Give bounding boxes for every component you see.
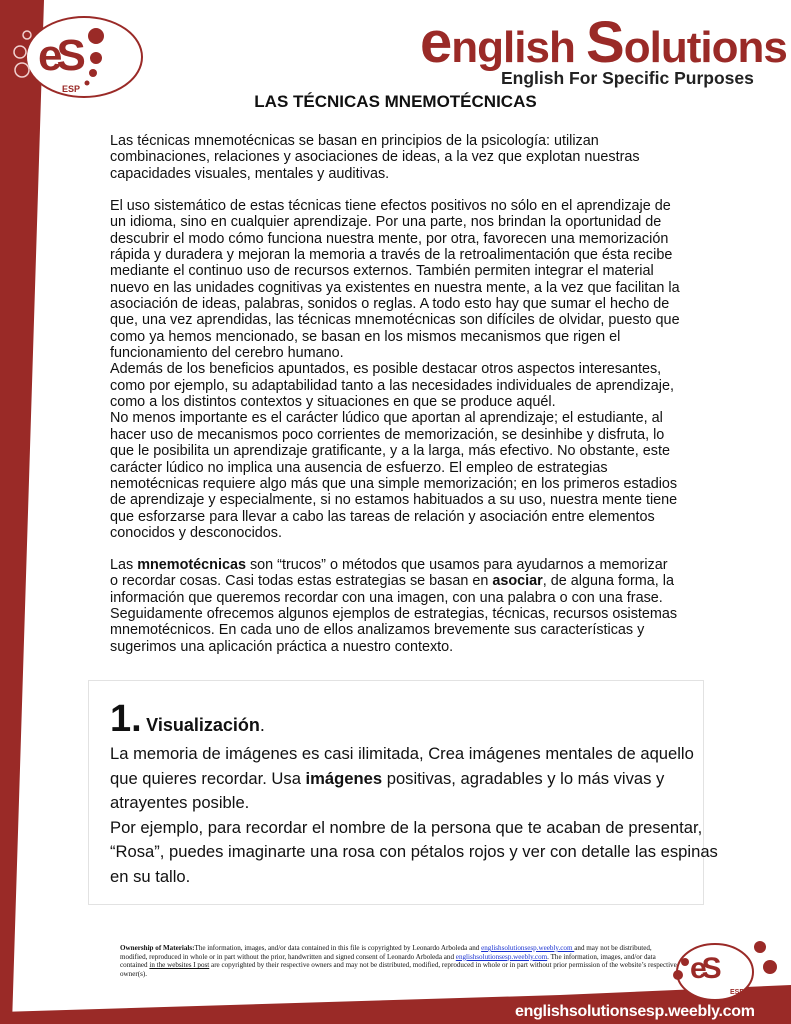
text-line: Seguidamente ofrecemos algunos ejemplos de estrategias, técnicas, recursos osistemas xyxy=(110,606,678,623)
text-line xyxy=(110,767,718,792)
brand-s: S xyxy=(586,10,624,75)
section-title-dot: . xyxy=(259,715,265,735)
text-line: como a los distintos contextos y situaciones en que se produce aquél. xyxy=(110,394,556,411)
section-heading xyxy=(110,700,265,738)
text-line: mediante el continuo uso de recursos externos. También permiten integrar el material xyxy=(110,263,654,280)
text-line: información que queremos recordar con una imagen, con una palabra o con una frase. xyxy=(110,589,663,606)
text-line: en su tallo. xyxy=(110,866,191,886)
text-line: No menos importante es el carácter lúdico que aportan al aprendizaje; el estudiante, al xyxy=(110,410,663,427)
svg-text:eS: eS xyxy=(690,952,717,985)
text-segment: , de alguna forma, la xyxy=(542,573,674,590)
text-line: La memoria de imágenes es casi ilimitada, Crea imágenes mentales de aquello xyxy=(110,744,694,763)
text-line: El uso sistemático de estas técnicas tiene efectos positivos no sólo en el aprendizaje de xyxy=(110,198,671,214)
text-segment: positivas, agradables y lo más vivas y xyxy=(382,768,665,788)
text-segment: o recordar cosas. Casi todas estas estrategias se basan en xyxy=(110,573,493,590)
notice-text: and may not be distributed, modified, reproduced in whole or in part without the prior, handwritten and signed consent of Leonardo Arboleda and xyxy=(120,944,652,961)
paragraph-mnemonics xyxy=(110,557,700,655)
text-line: funcionamiento del cerebro humano. xyxy=(110,345,344,362)
notice-text: The information, images, and/or data contained in this file is copyrighted by Leonardo Arboleda and xyxy=(194,944,482,952)
bold-text: asociar xyxy=(492,573,543,590)
text-line: hacer uso de mecanismos poco corrientes de memorización, se desinhibe y disfruta, lo xyxy=(110,426,665,443)
ownership-label: Ownership of Materials: xyxy=(120,944,195,952)
section-number: 1. xyxy=(110,698,142,740)
brand-e: e xyxy=(420,10,452,75)
text-line: Las técnicas mnemotécnicas se basan en principios de la psicología: utilizan xyxy=(110,133,599,149)
text-line xyxy=(110,573,700,589)
text-line: conocidos y desconocidos. xyxy=(110,524,282,541)
text-line: Por ejemplo, para recordar el nombre de la persona que te acaban de presentar, xyxy=(110,817,703,837)
text-line xyxy=(110,557,700,573)
notice-underlined: in the websites I post xyxy=(149,961,210,970)
text-line: “Rosa”, puedes imaginarte una rosa con pétalos rojos y ver con detalle las espinas xyxy=(110,842,718,862)
bold-text: imágenes xyxy=(305,768,383,788)
logo-letters: eS xyxy=(38,31,80,80)
text-line: Además de los beneficios apuntados, es posible destacar otros aspectos interesantes, xyxy=(110,361,662,378)
footer-logo-badge: ESP xyxy=(730,989,745,996)
text-line: que, una vez aprendidas, las técnicas mnemotécnicas son difíciles de olvidar, puesto que xyxy=(110,312,680,329)
brand-solutions: olutions xyxy=(623,23,787,72)
brand-english: nglish xyxy=(451,23,587,72)
text-line: rápida y duradera y mejoran la memoria a través de la retroalimentación que ésta recibe xyxy=(110,247,673,264)
text-line: mnemotécnicos. En cada uno de ellos analizamos brevemente sus características y xyxy=(110,622,645,639)
text-line: capacidades visuales, mentales y auditivas. xyxy=(110,165,390,182)
bold-text: mnemotécnicas xyxy=(137,557,246,573)
page-title: LAS TÉCNICAS MNEMOTÉCNICAS xyxy=(254,92,537,111)
text-line: nuevo en las unidades cognitivas ya existentes en nuestra mente, a la vez que facilitan la xyxy=(110,279,680,296)
section-text xyxy=(110,742,718,890)
text-segment: que quieres recordar. Usa xyxy=(110,768,306,788)
text-line: como por ejemplo, su adaptabilidad tanto a las necesidades individuales de aprendizaje, xyxy=(110,377,675,394)
text-segment: Las xyxy=(110,557,138,573)
text-line: carácter lúdico no implica una ausencia de esfuerzo. El empleo de estrategias xyxy=(110,459,608,476)
text-line: sugerimos una aplicación práctica a nuestro contexto. xyxy=(110,638,454,655)
text-line: un idioma, sino en cualquier aprendizaje. Por una parte, nos brindan la oportunidad de xyxy=(110,214,662,231)
notice-text: . The information, images, and/or data contained xyxy=(120,952,656,970)
text-segment: son “trucos” o métodos que usamos para ayudarnos a memorizar xyxy=(245,557,668,573)
text-line: asociación de ideas, palabras, sonidos o reglas. A todo esto hay que sumar el hecho de xyxy=(110,296,670,313)
ownership-notice xyxy=(120,944,680,978)
paragraph-benefits xyxy=(110,198,700,541)
brand-logo-text xyxy=(420,10,787,75)
text-line: de aprendizaje y especialmente, si no estamos habituados a su uso, nuestra mente tiene xyxy=(110,492,678,509)
paragraph-intro xyxy=(110,133,700,182)
text-line: que esforzarse para llevar a cabo las tareas de relación y asociación entre elementos xyxy=(110,508,655,525)
logo-badge: ESP xyxy=(62,84,81,94)
footer-site-url: englishsolutionsesp.weebly.com xyxy=(515,1003,755,1020)
notice-text: are copyrighted by their respective owners and may not be distributed, modified, reproduced in whole or in part without prior permission of the website’s respective owner(s). xyxy=(120,961,677,978)
text-line: combinaciones, relaciones y asociaciones de ideas, a la vez que explotan nuestras xyxy=(110,149,640,166)
website-link[interactable]: englishsolutionsesp.weebly.com xyxy=(455,952,548,961)
left-red-stripe xyxy=(0,0,44,1024)
text-line: nemotécnicas requiere algo más que una simple memorización; en los primeros estadios xyxy=(110,475,678,492)
brand-subtitle: English For Specific Purposes xyxy=(501,68,754,88)
text-line: como ya hemos mencionado, se basan en los mismos mecanismos que rigen el xyxy=(110,328,621,345)
section-title: Visualización xyxy=(146,715,260,735)
text-line: atrayentes posible. xyxy=(110,793,250,813)
website-link[interactable]: englishsolutionsesp.weebly.com xyxy=(481,944,575,952)
text-line: descubrir el modo cómo funciona nuestra mente, por otra, favorecen una memorización xyxy=(110,230,669,247)
text-line: que le posibilita un aprendizaje gratificante, y a la larga, más efectivo. No obstante, este xyxy=(110,443,670,460)
